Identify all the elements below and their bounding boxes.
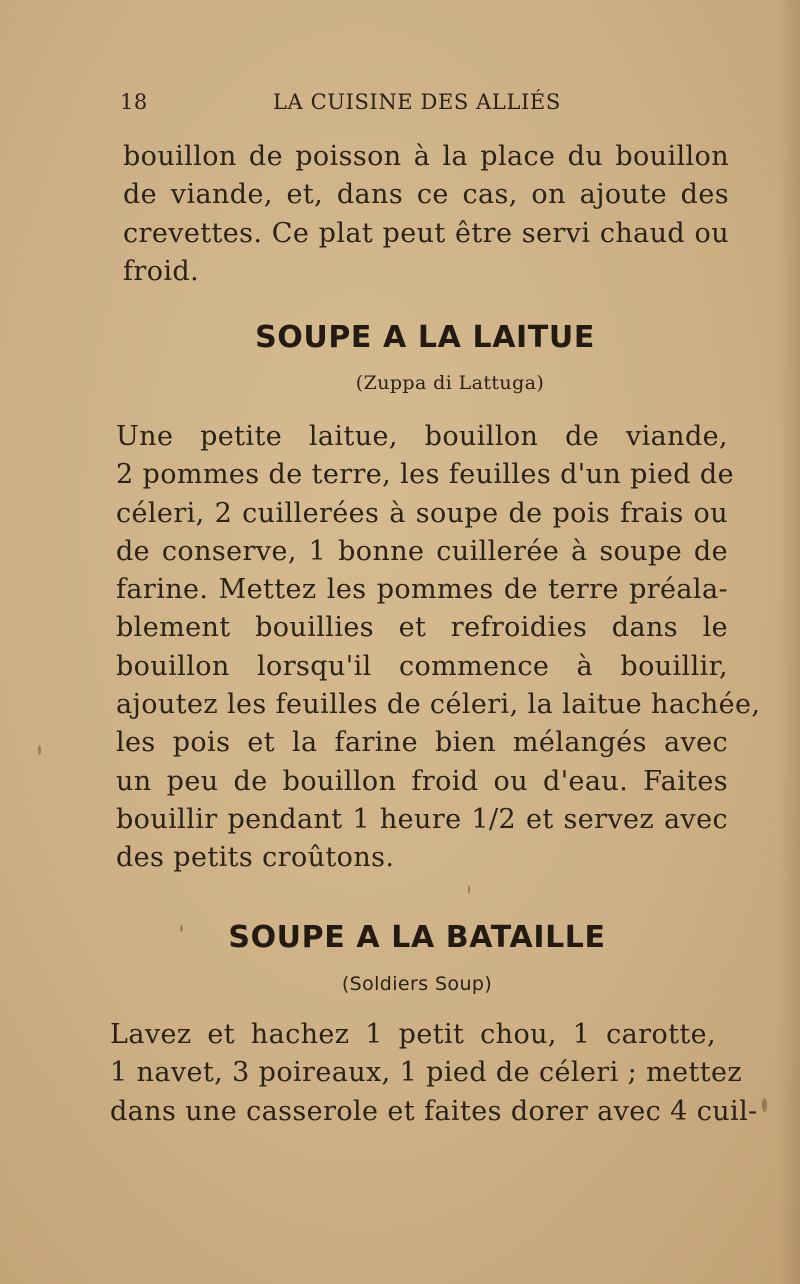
text-line: bouillon de poisson à la place du bouillon bbox=[123, 141, 729, 172]
recipe-heading-laitue: SOUPE A LA LAITUE bbox=[255, 320, 595, 355]
page-number: 18 bbox=[120, 90, 148, 114]
text-line: 1 navet, 3 poireaux, 1 pied de céleri ; mettez bbox=[110, 1057, 742, 1089]
text-line: farine. Mettez les pommes de terre préala- bbox=[116, 574, 728, 606]
recipe-body-bataille bbox=[110, 1016, 758, 1131]
running-title: LA CUISINE DES ALLIÉS bbox=[273, 90, 561, 114]
text-line: ajoutez les feuilles de céleri, la laitue hachée, bbox=[116, 689, 761, 721]
text-line: Lavez et hachez 1 petit chou, 1 carotte, bbox=[110, 1019, 716, 1050]
text-line: Une petite laitue, bouillon de viande, bbox=[116, 421, 728, 452]
text-line: blement bouillies et refroidies dans le bbox=[116, 612, 728, 644]
text-line: de viande, et, dans ce cas, on ajoute des bbox=[123, 179, 729, 211]
text-line: un peu de bouillon froid ou d'eau. Faites bbox=[116, 765, 728, 797]
paper-speck bbox=[38, 745, 41, 755]
text-line: dans une casserole et faites dorer avec 4 cuil- bbox=[110, 1095, 758, 1127]
recipe-heading-bataille: SOUPE A LA BATAILLE bbox=[228, 920, 606, 955]
paper-speck bbox=[762, 1098, 767, 1112]
paper-speck bbox=[468, 885, 470, 894]
continued-paragraph bbox=[123, 138, 729, 291]
recipe-subtitle-laitue: (Zuppa di Lattuga) bbox=[355, 372, 545, 394]
text-line: froid. bbox=[123, 255, 200, 287]
recipe-body-laitue bbox=[116, 418, 761, 878]
text-line: 2 pommes de terre, les feuilles d'un pied de bbox=[116, 459, 734, 491]
paper-speck bbox=[180, 925, 183, 932]
text-line: bouillon lorsqu'il commence à bouillir, bbox=[116, 650, 728, 682]
page-header bbox=[0, 88, 800, 122]
text-line: de conserve, 1 bonne cuillerée à soupe de bbox=[116, 535, 728, 567]
text-line: bouillir pendant 1 heure 1/2 et servez avec bbox=[116, 803, 728, 835]
page-edge-shadow bbox=[778, 0, 800, 1284]
recipe-subtitle-bataille: (Soldiers Soup) bbox=[341, 973, 493, 995]
text-line: céleri, 2 cuillerées à soupe de pois frais ou bbox=[116, 497, 728, 529]
text-line: des petits croûtons. bbox=[116, 842, 395, 874]
text-line: crevettes. Ce plat peut être servi chaud ou bbox=[123, 217, 729, 249]
text-line: les pois et la farine bien mélangés avec bbox=[116, 727, 728, 759]
